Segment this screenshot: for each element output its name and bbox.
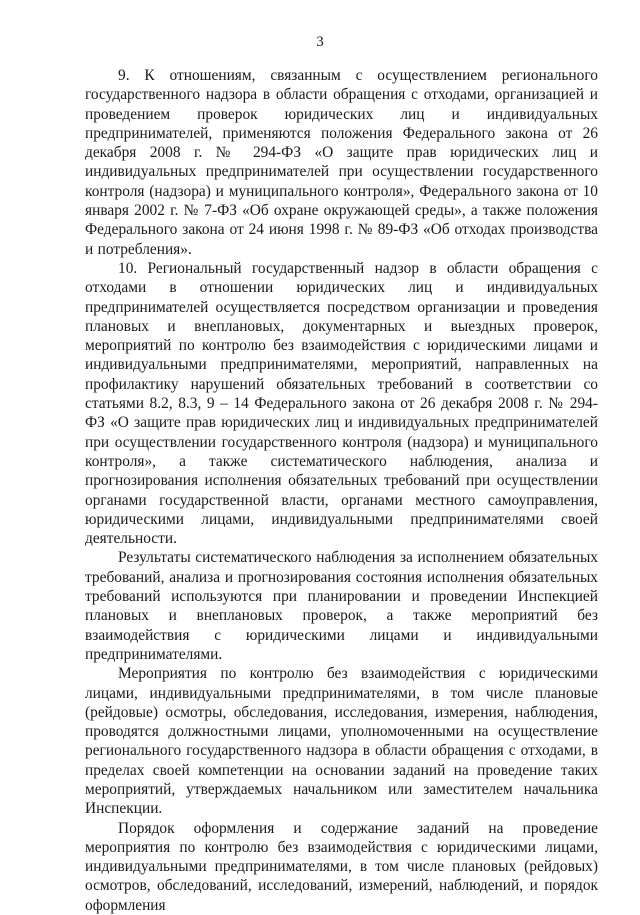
paragraph-observation-results: Результаты систематического наблюдения за исполнением обязательных требований, анализа и прогнозирования состояния исполнения обязательных требований используются при планировании и проведении Инспекцией плановых и внеплановых проверок, а также мероприятий без взаимодействия с юридическими лицами и индивидуальными предпринимателями. [85,549,598,663]
paragraph-task-procedure: Порядок оформления и содержание заданий на проведение мероприятия по контролю без взаимодействия с юридическими лицами, индивидуальными предпринимателями, в том числе плановых (рейдовых) осмотров, обследований, исследований, измерений, наблюдений, и порядок оформления [85,819,598,914]
page-number: 3 [316,34,324,50]
document-body [85,66,598,915]
paragraph-clause-9: 9. К отношениям, связанным с осуществлением регионального государственного надзора в области обращения с отходами, организацией и проведением проверок юридических лиц и индивидуальных предпринимателей, применяются положения Федерального закона от 26 декабря 2008 г. № 294-ФЗ «О защите прав юридических лиц и индивидуальных предпринимателей при осуществлении государственного контроля (надзора) и муниципального контроля», Федерального закона от 10 января 2002 г. № 7-ФЗ «Об охране окружающей среды», а также положения Федерального закона от 24 июня 1998 г. № 89-ФЗ «Об отходах производства и потребления». [85,67,598,258]
paragraph-clause-10: 10. Региональный государственный надзор в области обращения с отходами в отношении юридических лиц и индивидуальных предпринимателей осуществляется посредством организации и проведения плановых и внеплановых, документарных и выездных проверок, мероприятий по контролю без взаимодействия с юридическими лицами и индивидуальными предпринимателями, мероприятий, направленных на профилактику нарушений обязательных требований в соответствии со статьями 8.2, 8.3, 9 – 14 Федерального закона от 26 декабря 2008 г. № 294-ФЗ «О защите прав юридических лиц и индивидуальных предпринимателей при осуществлении государственного контроля (надзора) и муниципального контроля», а также систематического наблюдения, анализа и прогнозирования исполнения обязательных требований при осуществлении органами государственной власти, органами местного самоуправления, юридическими лицами, индивидуальными предпринимателями своей деятельности. [85,259,598,548]
paragraph-control-measures: Мероприятия по контролю без взаимодействия с юридическими лицами, индивидуальными предпринимателями, в том числе плановые (рейдовые) осмотры, обследования, исследования, измерения, наблюдения, проводятся должностными лицами, уполномоченными на осуществление регионального государственного надзора в области обращения с отходами, в пределах своей компетенции на основании заданий на проведение таких мероприятий, утверждаемых начальником или заместителем начальника Инспекции. [85,665,598,818]
